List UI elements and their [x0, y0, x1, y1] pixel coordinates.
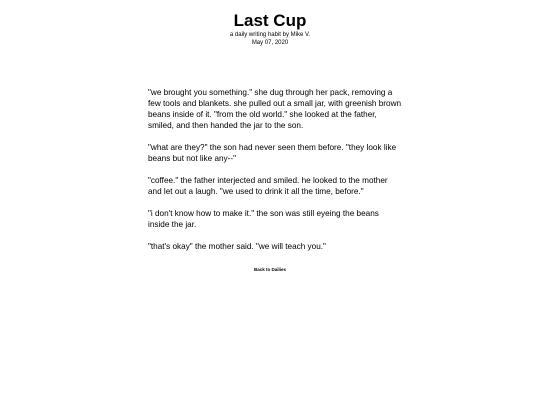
page-title: Last Cup [233, 11, 307, 30]
story-paragraph: "we brought you something." she dug through her pack, removing a few tools and blankets. she pulled out a small jar, with greenish brown beans inside of it. "from the old world." she looked at the father, smiled, and then handed the jar to the son. [148, 88, 402, 130]
page-subtitle: a daily writing habit by Mike V. [229, 32, 311, 38]
story-body [148, 87, 402, 263]
story-paragraph: "what are they?" the son had never seen them before. "they look like beans but not like any--" [148, 143, 397, 163]
footer [0, 267, 540, 273]
page-header [0, 11, 540, 47]
story-paragraph: "i don't know how to make it." the son was still eyeing the beans inside the jar. [148, 209, 379, 229]
publish-date: May 07, 2020 [251, 40, 289, 46]
back-to-dailies-link[interactable]: Back to Dailies [253, 267, 286, 272]
story-paragraph: "that's okay" the mother said. "we will teach you." [148, 242, 326, 251]
story-paragraph: "coffee." the father interjected and smiled. he looked to the mother and let out a laugh. "we used to drink it all the time, before." [148, 176, 388, 196]
